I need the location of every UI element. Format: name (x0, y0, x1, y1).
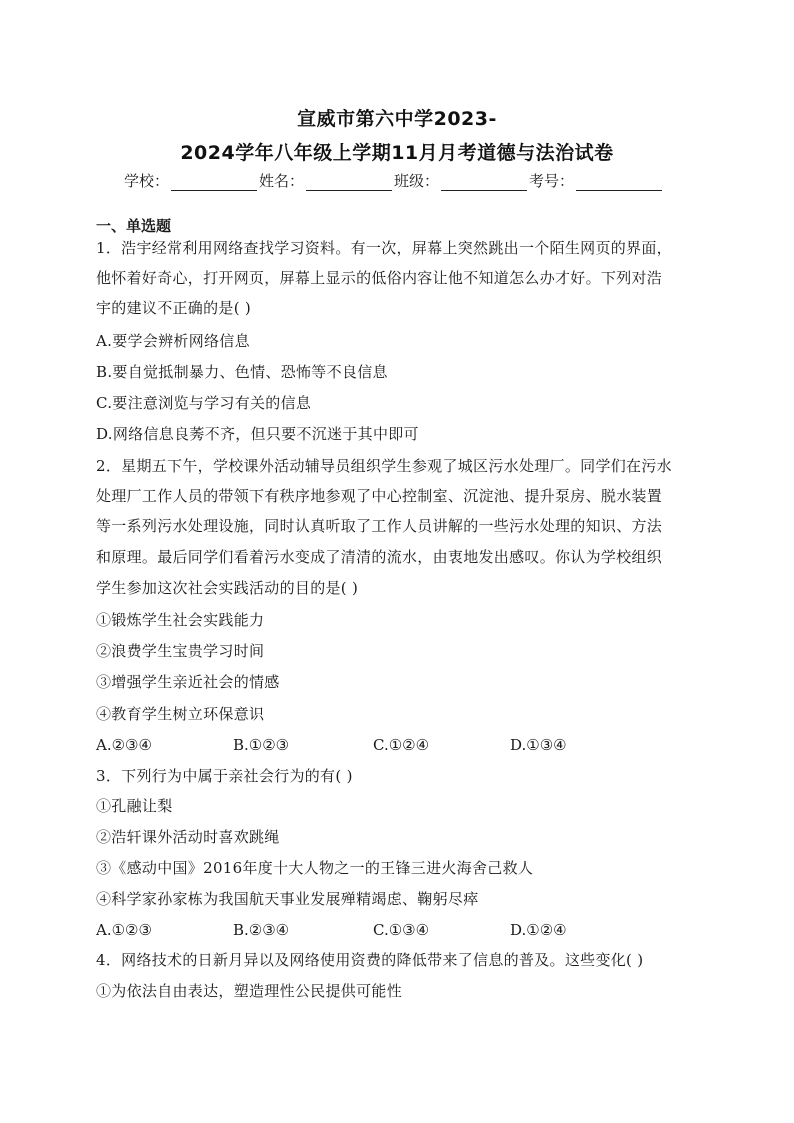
question-1-option-d[interactable]: D.网络信息良莠不齐，但只要不沉迷于其中即可 (96, 425, 419, 443)
question-3-statement: ①孔融让梨 (96, 797, 173, 815)
question-2-statement: ①锻炼学生社会实践能力 (96, 611, 265, 629)
question-2-choice-a[interactable]: A.②③④ (96, 736, 152, 754)
question-4-stem-line: 4．网络技术的日新月异以及网络使用资费的降低带来了信息的普及。这些变化( ) (96, 951, 644, 969)
question-3-choice-d[interactable]: D.①②④ (510, 921, 567, 939)
question-2-choice-d[interactable]: D.①③④ (510, 736, 567, 754)
exam-title-line-2: 2024学年八年级上学期11月月考道德与法治试卷 (180, 142, 614, 164)
exam-number-label: 考号： (529, 172, 575, 190)
question-2-choices (96, 735, 656, 755)
exam-number-blank[interactable] (576, 172, 662, 191)
name-field (259, 170, 394, 191)
question-2-statement: ②浪费学生宝贵学习时间 (96, 642, 265, 660)
question-1-option-c[interactable]: C.要注意浏览与学习有关的信息 (96, 394, 312, 412)
question-3-stem-line: 3．下列行为中属于亲社会行为的有( ) (96, 767, 353, 785)
question-2-choice-b[interactable]: B.①②③ (233, 736, 290, 754)
class-blank[interactable] (441, 172, 527, 191)
name-label: 姓名： (259, 172, 305, 190)
question-2-statement: ④教育学生树立环保意识 (96, 705, 265, 723)
class-field (394, 170, 529, 191)
question-1-stem-line: 宇的建议不正确的是( ) (96, 299, 252, 317)
school-label: 学校： (124, 172, 170, 190)
question-1-stem-line: 他怀着好奇心，打开网页，屏幕上显示的低俗内容让他不知道怎么办才好。下列对浩 (96, 269, 663, 287)
question-4-statement: ①为依法自由表达，塑造理性公民提供可能性 (96, 982, 403, 1000)
question-2-statement: ③增强学生亲近社会的情感 (96, 673, 280, 691)
school-field (124, 170, 259, 191)
question-3-statement: ③《感动中国》2016年度十大人物之一的王锋三进火海舍己救人 (96, 859, 534, 877)
question-3-choice-c[interactable]: C.①③④ (373, 921, 430, 939)
question-1-option-a[interactable]: A.要学会辨析网络信息 (96, 332, 250, 350)
question-3-choices (96, 920, 656, 940)
question-1-stem-line: 1．浩宇经常利用网络查找学习资料。有一次，屏幕上突然跳出一个陌生网页的界面， (96, 239, 672, 257)
question-1-option-b[interactable]: B.要自觉抵制暴力、色情、恐怖等不良信息 (96, 363, 388, 381)
question-2-stem-line: 学生参加这次社会实践活动的目的是( ) (96, 579, 359, 597)
exam-number-field (529, 170, 664, 191)
question-2-stem-line: 和原理。最后同学们看着污水变成了清清的流水，由衷地发出感叹。你认为学校组织 (96, 548, 663, 566)
class-label: 班级： (394, 172, 440, 190)
question-3-statement: ④科学家孙家栋为我国航天事业发展殚精竭虑、鞠躬尽瘁 (96, 890, 479, 908)
section-title: 一、单选题 (96, 217, 172, 235)
question-2-stem-line: 2．星期五下午，学校课外活动辅导员组织学生参观了城区污水处理厂。同学们在污水 (96, 457, 672, 475)
question-3-choice-a[interactable]: A.①②③ (96, 921, 152, 939)
exam-title-line-1: 宣威市第六中学2023- (297, 108, 497, 130)
question-3-choice-b[interactable]: B.②③④ (233, 921, 290, 939)
name-blank[interactable] (306, 172, 392, 191)
question-3-statement: ②浩轩课外活动时喜欢跳绳 (96, 828, 280, 846)
student-info-row (124, 170, 664, 191)
question-2-choice-c[interactable]: C.①②④ (373, 736, 430, 754)
question-2-stem-line: 处理厂工作人员的带领下有秩序地参观了中心控制室、沉淀池、提升泵房、脱水装置 (96, 487, 663, 505)
school-blank[interactable] (171, 172, 257, 191)
question-2-stem-line: 等一系列污水处理设施，同时认真听取了工作人员讲解的一些污水处理的知识、方法 (96, 517, 663, 535)
